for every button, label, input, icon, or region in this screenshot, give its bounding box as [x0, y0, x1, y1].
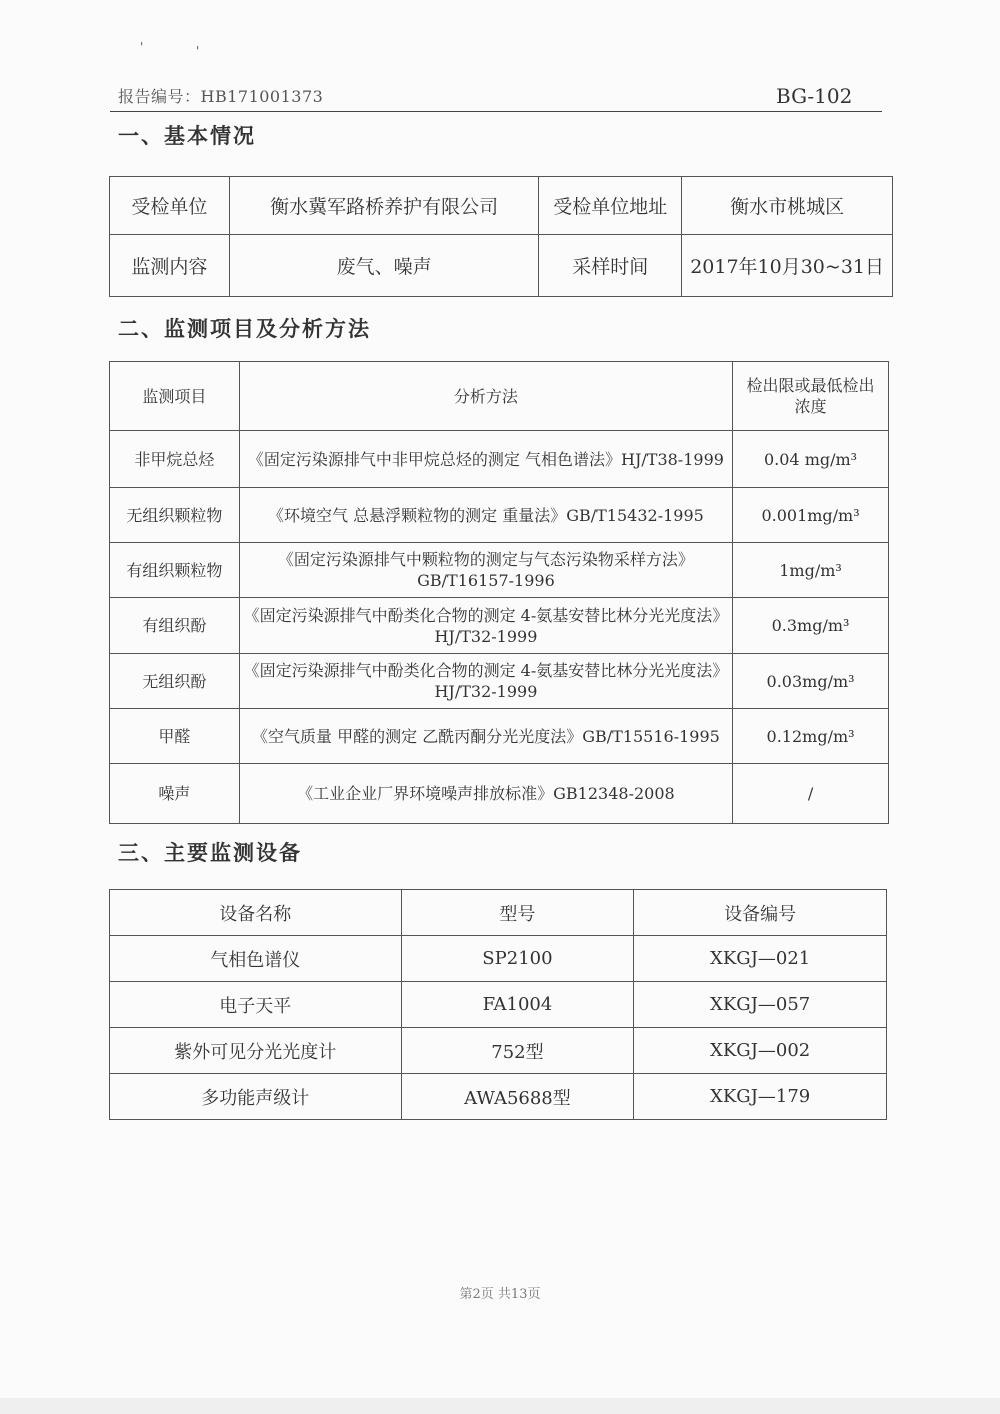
- section2-title: 二、监测项目及分析方法: [118, 316, 371, 341]
- table-row: [110, 488, 889, 543]
- table-row: [110, 709, 889, 764]
- cell-method: 《固定污染源排气中非甲烷总烃的测定 气相色谱法》HJ/T38-1999: [239, 431, 732, 488]
- table-row: [110, 654, 889, 709]
- cell-item: 有组织酚: [110, 598, 240, 654]
- cell-name: 多功能声级计: [110, 1074, 402, 1120]
- cell-model: 752型: [401, 1028, 634, 1074]
- col-header-model: 型号: [401, 890, 634, 936]
- methods-table: [109, 361, 889, 824]
- table-row: [110, 543, 889, 598]
- col-header-name: 设备名称: [110, 890, 402, 936]
- label-unit: 受检单位: [110, 177, 230, 235]
- cell-model: FA1004: [401, 982, 634, 1028]
- table-row: [110, 598, 889, 654]
- cell-code: XKGJ—179: [634, 1074, 887, 1120]
- cell-method: 《空气质量 甲醛的测定 乙酰丙酮分光光度法》GB/T15516-1995: [239, 709, 732, 764]
- cell-item: 非甲烷总烃: [110, 431, 240, 488]
- cell-limit: 0.04 mg/m³: [733, 431, 889, 488]
- table-row: [110, 982, 887, 1028]
- cell-limit: /: [733, 764, 889, 824]
- page-number: 第2页 共13页: [459, 1287, 541, 1302]
- value-content: 废气、噪声: [229, 235, 539, 297]
- table-row: [110, 235, 893, 297]
- section1-title: 一、基本情况: [118, 123, 256, 148]
- cell-code: XKGJ—021: [634, 936, 887, 982]
- scan-edge: [0, 1398, 1000, 1414]
- cell-limit: 0.001mg/m³: [733, 488, 889, 543]
- cell-limit: 0.12mg/m³: [733, 709, 889, 764]
- cell-item: 噪声: [110, 764, 240, 824]
- equipment-table: [109, 889, 887, 1120]
- cell-method: 《固定污染源排气中颗粒物的测定与气态污染物采样方法》GB/T16157-1996: [239, 543, 732, 598]
- cell-limit: 0.3mg/m³: [733, 598, 889, 654]
- cell-item: 有组织颗粒物: [110, 543, 240, 598]
- section3-title: 三、主要监测设备: [118, 840, 302, 865]
- cell-name: 气相色谱仪: [110, 936, 402, 982]
- table-row: [110, 177, 893, 235]
- table-row: [110, 1028, 887, 1074]
- cell-name: 紫外可见分光光度计: [110, 1028, 402, 1074]
- scan-mark: ': [140, 40, 144, 54]
- table-header-row: [110, 362, 889, 431]
- cell-name: 电子天平: [110, 982, 402, 1028]
- cell-method: 《固定污染源排气中酚类化合物的测定 4-氨基安替比林分光光度法》HJ/T32-1999: [239, 598, 732, 654]
- value-address: 衡水市桃城区: [682, 177, 893, 235]
- cell-method: 《固定污染源排气中酚类化合物的测定 4-氨基安替比林分光光度法》HJ/T32-1999: [239, 654, 732, 709]
- header-rule: [110, 111, 882, 112]
- table-header-row: [110, 890, 887, 936]
- cell-model: SP2100: [401, 936, 634, 982]
- table-row: [110, 936, 887, 982]
- label-sampling-time: 采样时间: [539, 235, 682, 297]
- report-number: 报告编号：HB171001373: [118, 87, 324, 106]
- cell-item: 甲醛: [110, 709, 240, 764]
- cell-limit: 1mg/m³: [733, 543, 889, 598]
- col-header-item: 监测项目: [110, 362, 240, 431]
- cell-method: 《工业企业厂界环境噪声排放标准》GB12348-2008: [239, 764, 732, 824]
- label-content: 监测内容: [110, 235, 230, 297]
- cell-code: XKGJ—002: [634, 1028, 887, 1074]
- cell-code: XKGJ—057: [634, 982, 887, 1028]
- cell-limit: 0.03mg/m³: [733, 654, 889, 709]
- scan-mark: ': [196, 44, 200, 58]
- col-header-limit: 检出限或最低检出浓度: [733, 362, 889, 431]
- cell-item: 无组织酚: [110, 654, 240, 709]
- col-header-code: 设备编号: [634, 890, 887, 936]
- label-address: 受检单位地址: [539, 177, 682, 235]
- cell-method: 《环境空气 总悬浮颗粒物的测定 重量法》GB/T15432-1995: [239, 488, 732, 543]
- col-header-method: 分析方法: [239, 362, 732, 431]
- value-unit: 衡水冀军路桥养护有限公司: [229, 177, 539, 235]
- basic-info-table: [109, 176, 893, 297]
- value-sampling-time: 2017年10月30~31日: [682, 235, 893, 297]
- table-row: [110, 764, 889, 824]
- table-row: [110, 1074, 887, 1120]
- cell-item: 无组织颗粒物: [110, 488, 240, 543]
- form-code: BG-102: [776, 84, 853, 108]
- cell-model: AWA5688型: [401, 1074, 634, 1120]
- table-row: [110, 431, 889, 488]
